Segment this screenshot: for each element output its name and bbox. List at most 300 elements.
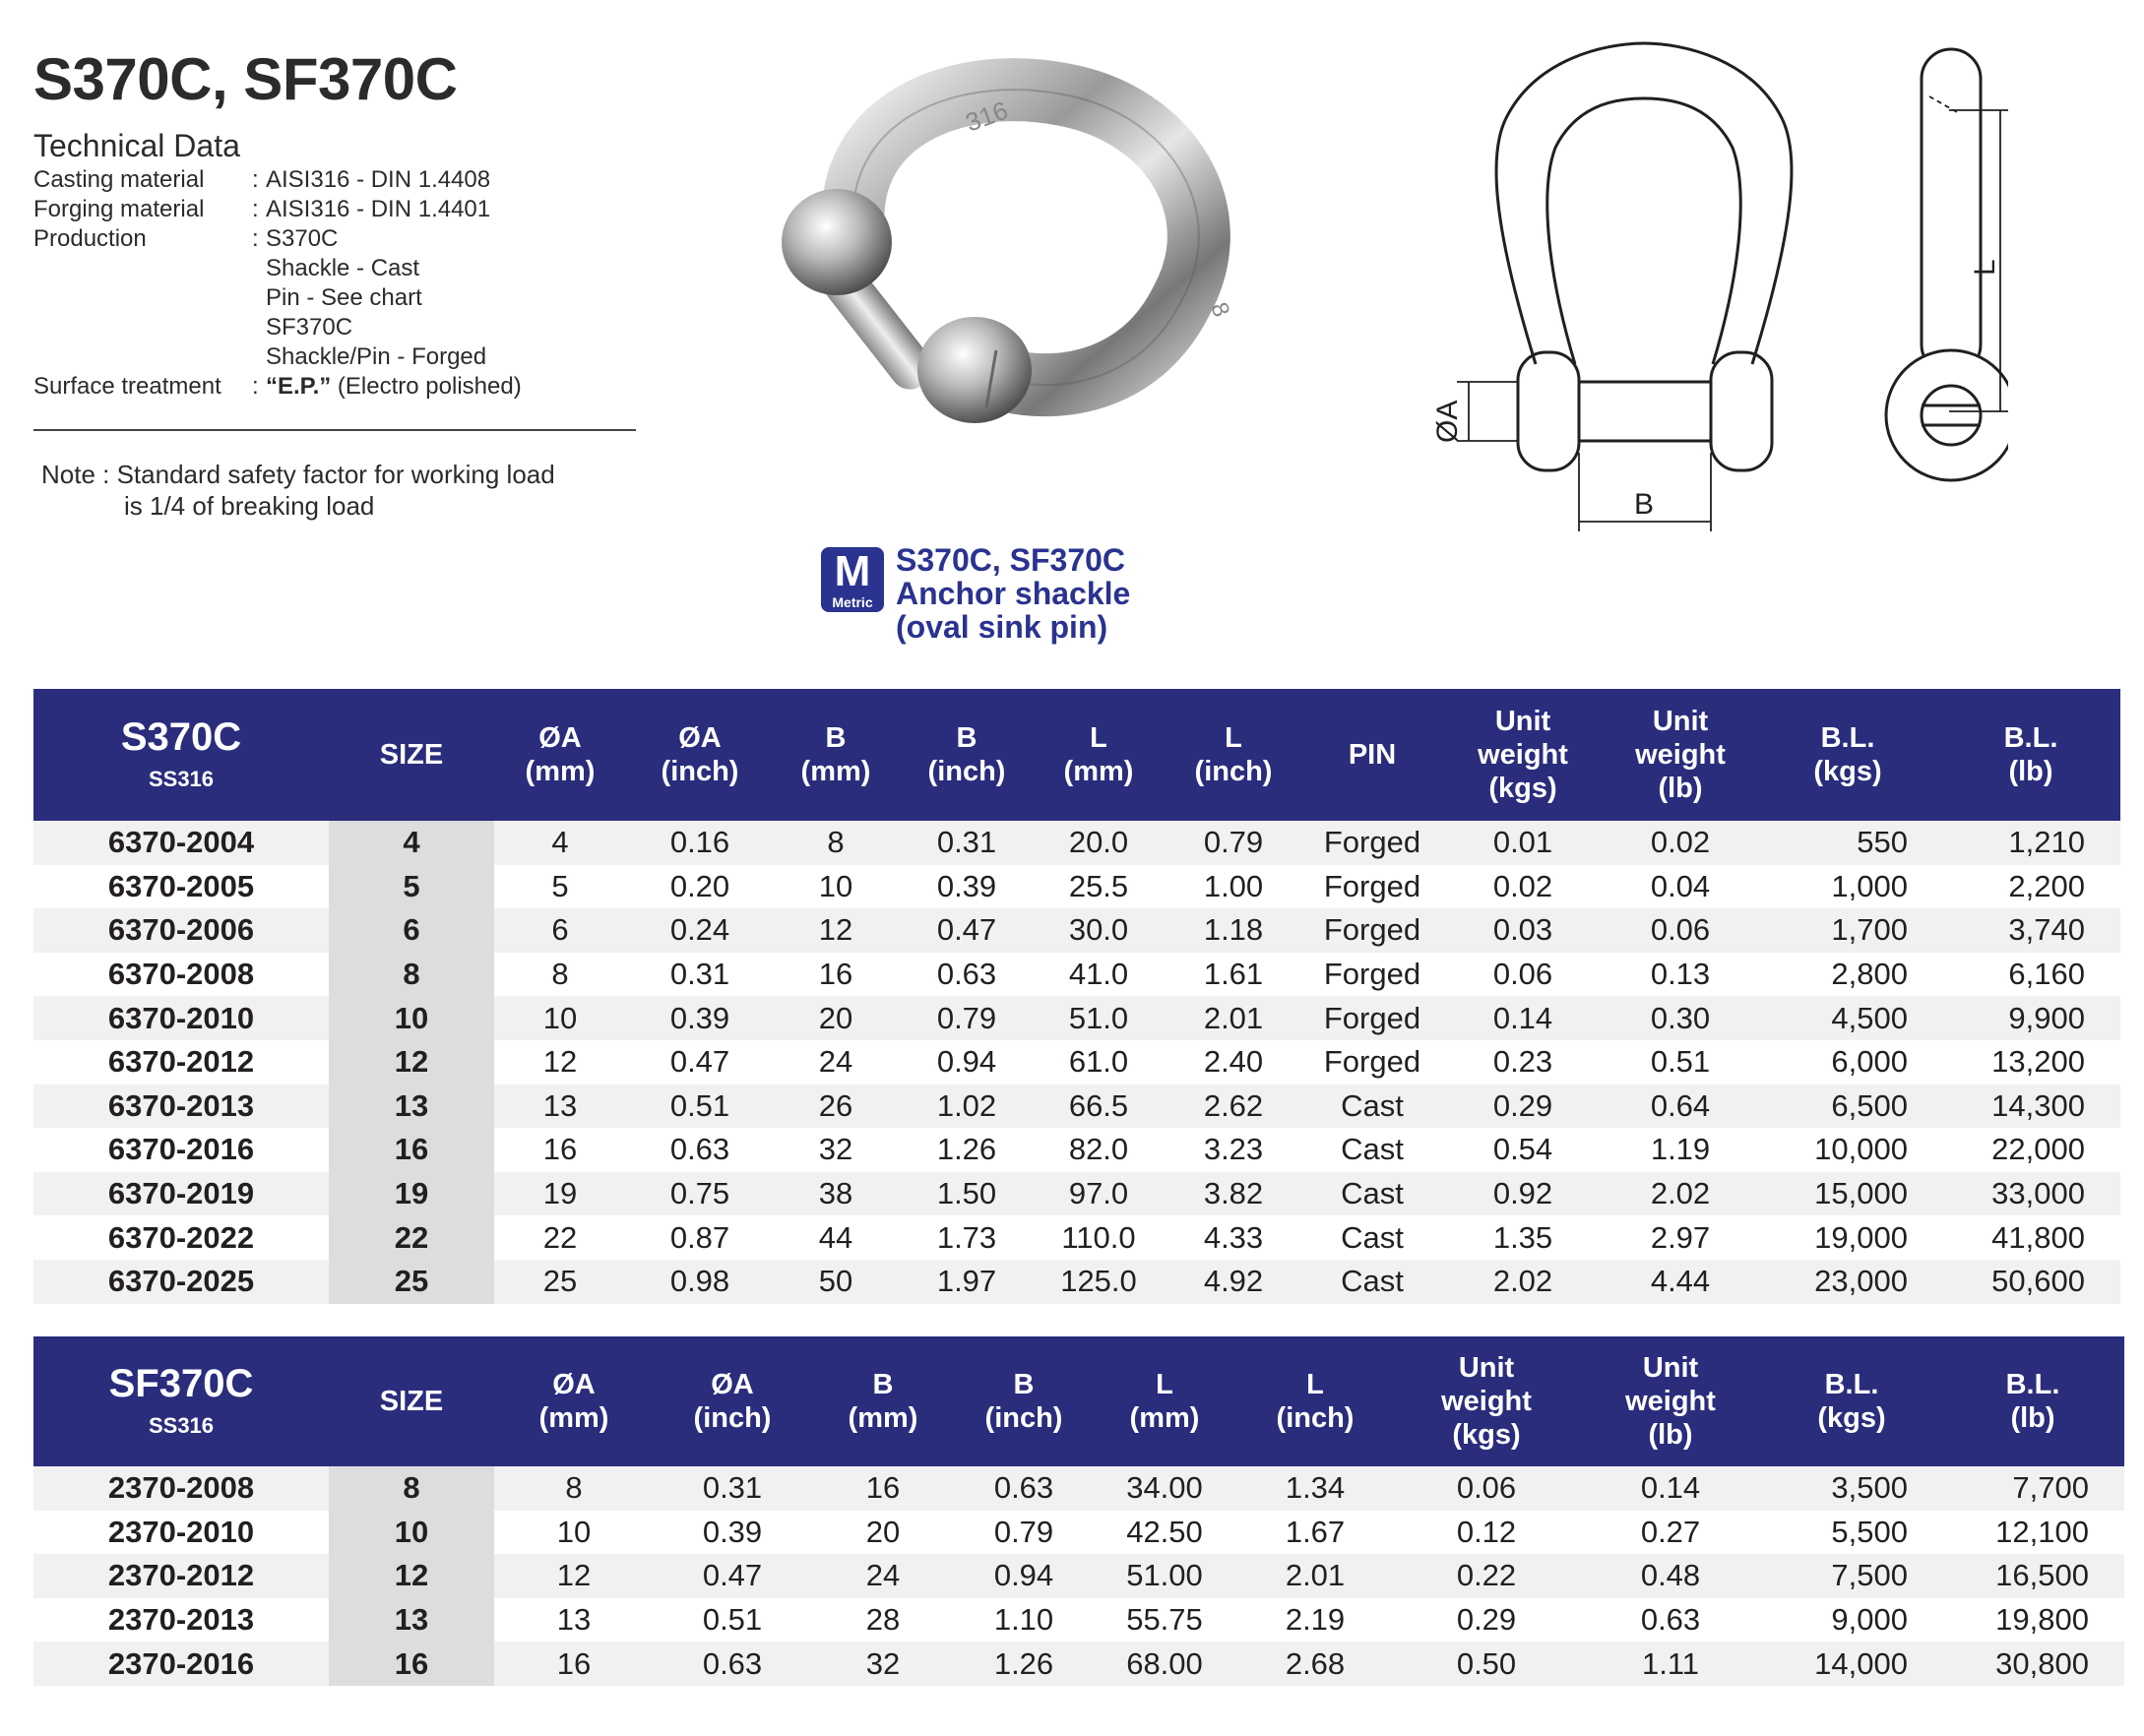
column-header: Unit weight (kgs) xyxy=(1439,689,1607,821)
table-cell: 10 xyxy=(494,996,626,1040)
column-header: B.L. (kgs) xyxy=(1762,1336,1941,1466)
column-header: B (inch) xyxy=(955,1336,1093,1466)
table-cell: 0.29 xyxy=(1439,1085,1607,1129)
table-cell: 0.27 xyxy=(1579,1511,1762,1555)
table-row xyxy=(33,908,2120,953)
engraving-8: 8 xyxy=(1205,298,1235,321)
table-cell: 2.02 xyxy=(1607,1172,1754,1216)
note-line: is 1/4 of breaking load xyxy=(124,491,375,521)
size-cell: 10 xyxy=(329,1511,494,1555)
column-header: PIN xyxy=(1305,689,1439,821)
table-cell: 1.26 xyxy=(898,1128,1036,1172)
pin-eye-right xyxy=(1711,352,1772,470)
table-cell: 10 xyxy=(774,865,898,909)
size-cell: 19 xyxy=(329,1172,494,1216)
model-material: SS316 xyxy=(148,1413,215,1438)
table-cell: 0.22 xyxy=(1394,1554,1579,1598)
spec-row xyxy=(33,283,522,313)
metric-badge-letter: M xyxy=(834,547,871,595)
table-cell: 16 xyxy=(774,953,898,997)
table-cell: 25 xyxy=(494,1260,626,1304)
table-cell: 19 xyxy=(494,1172,626,1216)
table-cell: 4,500 xyxy=(1754,996,1941,1040)
table-cell: 55.75 xyxy=(1093,1598,1236,1643)
spec-row xyxy=(33,313,522,342)
table-cell: 1.61 xyxy=(1162,953,1305,997)
table-cell: 0.23 xyxy=(1439,1040,1607,1085)
table-cell: 9,000 xyxy=(1762,1598,1941,1643)
table-cell: 1.34 xyxy=(1236,1466,1394,1511)
part-number-cell: 6370-2008 xyxy=(33,953,329,997)
table-cell: 20 xyxy=(811,1511,955,1555)
table-cell: 10 xyxy=(494,1511,654,1555)
engraving-316: 316 xyxy=(961,94,1012,138)
table-cell: 1.11 xyxy=(1579,1642,1762,1686)
model-header xyxy=(33,689,329,821)
table-cell: 66.5 xyxy=(1036,1085,1162,1129)
table-cell: 0.16 xyxy=(626,821,774,865)
table-cell: 3,740 xyxy=(1941,908,2120,953)
table-cell: 0.79 xyxy=(955,1511,1093,1555)
table-cell: 19,800 xyxy=(1941,1598,2124,1643)
part-number-cell: 6370-2006 xyxy=(33,908,329,953)
column-header: B.L. (kgs) xyxy=(1754,689,1941,821)
table-cell: 3.82 xyxy=(1162,1172,1305,1216)
model-header xyxy=(33,1336,329,1466)
table-cell: 4 xyxy=(494,821,626,865)
table-cell: 4.33 xyxy=(1162,1215,1305,1260)
table-cell: 30,800 xyxy=(1941,1642,2124,1686)
size-cell: 16 xyxy=(329,1642,494,1686)
pin-head-top xyxy=(782,189,892,295)
table-cell: 3,500 xyxy=(1762,1466,1941,1511)
size-cell: 5 xyxy=(329,865,494,909)
table-cell: Forged xyxy=(1305,996,1439,1040)
table-cell: Cast xyxy=(1305,1215,1439,1260)
column-header: B.L. (lb) xyxy=(1941,1336,2124,1466)
part-number-cell: 6370-2019 xyxy=(33,1172,329,1216)
table-cell: 2.19 xyxy=(1236,1598,1394,1643)
table-cell: 28 xyxy=(811,1598,955,1643)
spec-label: Casting material xyxy=(33,166,205,193)
part-number-cell: 6370-2010 xyxy=(33,996,329,1040)
table-row xyxy=(33,1554,2124,1598)
spec-label: Surface treatment xyxy=(33,373,221,400)
table-cell: 50 xyxy=(774,1260,898,1304)
table-cell: 4.92 xyxy=(1162,1260,1305,1304)
part-number-cell: 6370-2012 xyxy=(33,1040,329,1085)
table-cell: 1.50 xyxy=(898,1172,1036,1216)
column-header: B (inch) xyxy=(898,689,1036,821)
table-cell: 12,100 xyxy=(1941,1511,2124,1555)
bow-inner xyxy=(1547,98,1740,364)
table-cell: 1.02 xyxy=(898,1085,1036,1129)
sf370c-table-body xyxy=(33,1466,2124,1686)
spec-row: Forging material : AISI316 - DIN 1.4401 xyxy=(33,196,491,222)
table-row xyxy=(33,1085,2120,1129)
table-cell: 2,200 xyxy=(1941,865,2120,909)
table-cell: 4.44 xyxy=(1607,1260,1754,1304)
table-cell: 110.0 xyxy=(1036,1215,1162,1260)
table-cell: 0.79 xyxy=(1162,821,1305,865)
column-header: SIZE xyxy=(329,689,494,821)
model-name: S370C xyxy=(120,715,242,759)
table-cell: 0.29 xyxy=(1394,1598,1579,1643)
size-cell: 10 xyxy=(329,996,494,1040)
table-cell: 2.01 xyxy=(1236,1554,1394,1598)
table-cell: 0.31 xyxy=(626,953,774,997)
technical-drawing xyxy=(1398,39,2008,551)
table-cell: 0.87 xyxy=(626,1215,774,1260)
table-cell: 0.20 xyxy=(626,865,774,909)
surface-desc: (Electro polished) xyxy=(331,373,522,400)
table-cell: 13 xyxy=(494,1598,654,1643)
table-cell: 0.64 xyxy=(1607,1085,1754,1129)
table-cell: 0.54 xyxy=(1439,1128,1607,1172)
part-number-cell: 2370-2012 xyxy=(33,1554,329,1598)
part-number-cell: 6370-2004 xyxy=(33,821,329,865)
table-cell: 3.23 xyxy=(1162,1128,1305,1172)
table-cell: 0.31 xyxy=(898,821,1036,865)
s370c-table-body xyxy=(33,821,2120,1304)
table-cell: 0.03 xyxy=(1439,908,1607,953)
table-cell: 13 xyxy=(494,1085,626,1129)
table-cell: 6,000 xyxy=(1754,1040,1941,1085)
table-cell: 8 xyxy=(494,953,626,997)
spec-value: Shackle/Pin - Forged xyxy=(266,343,487,370)
table-cell: 0.51 xyxy=(626,1085,774,1129)
spec-value: AISI316 - DIN 1.4401 xyxy=(266,196,491,222)
part-number-cell: 6370-2013 xyxy=(33,1085,329,1129)
dim-label-l: L xyxy=(1969,259,2001,276)
spec-label xyxy=(33,254,252,283)
part-number-cell: 6370-2022 xyxy=(33,1215,329,1260)
table-row xyxy=(33,1260,2120,1304)
size-cell: 13 xyxy=(329,1598,494,1643)
table-row xyxy=(33,865,2120,909)
table-row xyxy=(33,953,2120,997)
table-cell: 15,000 xyxy=(1754,1172,1941,1216)
table-cell: 1.00 xyxy=(1162,865,1305,909)
table-cell: 0.14 xyxy=(1579,1466,1762,1511)
product-caption xyxy=(896,543,1130,644)
column-header: ØA (mm) xyxy=(494,689,626,821)
spec-label xyxy=(33,283,252,313)
caption-line: Anchor shackle xyxy=(896,576,1131,611)
bow-outer xyxy=(1496,43,1792,364)
table-cell: 61.0 xyxy=(1036,1040,1162,1085)
table-cell: 42.50 xyxy=(1093,1511,1236,1555)
table-cell: 1.18 xyxy=(1162,908,1305,953)
spec-row xyxy=(33,342,522,372)
size-cell: 22 xyxy=(329,1215,494,1260)
table-row xyxy=(33,1172,2120,1216)
size-cell: 13 xyxy=(329,1085,494,1129)
table-row xyxy=(33,1215,2120,1260)
size-cell: 6 xyxy=(329,908,494,953)
table-cell: 1.19 xyxy=(1607,1128,1754,1172)
table-cell: 8 xyxy=(494,1466,654,1511)
divider xyxy=(33,429,636,431)
table-row xyxy=(33,1642,2124,1686)
table-cell: 8 xyxy=(774,821,898,865)
table-cell: Cast xyxy=(1305,1172,1439,1216)
table-cell: 82.0 xyxy=(1036,1128,1162,1172)
table-cell: 7,700 xyxy=(1941,1466,2124,1511)
table-cell: 30.0 xyxy=(1036,908,1162,953)
sf370c-spec-table xyxy=(33,1336,2124,1686)
metric-badge-label: Metric xyxy=(832,594,873,610)
table-cell: 1.73 xyxy=(898,1215,1036,1260)
table-cell: 2.01 xyxy=(1162,996,1305,1040)
table-cell: 34.00 xyxy=(1093,1466,1236,1511)
table-cell: 16,500 xyxy=(1941,1554,2124,1598)
table-cell: 0.98 xyxy=(626,1260,774,1304)
spec-value: Shackle - Cast xyxy=(266,255,420,281)
table-cell: Forged xyxy=(1305,821,1439,865)
table-cell: 16 xyxy=(811,1466,955,1511)
pin-eye-left xyxy=(1518,352,1579,470)
table-cell: 97.0 xyxy=(1036,1172,1162,1216)
size-cell: 25 xyxy=(329,1260,494,1304)
table-cell: 23,000 xyxy=(1754,1260,1941,1304)
shackle-photo xyxy=(768,55,1299,508)
table-cell: 16 xyxy=(494,1128,626,1172)
table-cell: 0.31 xyxy=(654,1466,811,1511)
table-cell: 7,500 xyxy=(1762,1554,1941,1598)
part-number-cell: 6370-2016 xyxy=(33,1128,329,1172)
table-cell: 0.30 xyxy=(1607,996,1754,1040)
column-header: L (mm) xyxy=(1036,689,1162,821)
column-header: B (mm) xyxy=(811,1336,955,1466)
table-cell: 0.06 xyxy=(1439,953,1607,997)
table-cell: 33,000 xyxy=(1941,1172,2120,1216)
size-cell: 8 xyxy=(329,1466,494,1511)
table-cell: 1,000 xyxy=(1754,865,1941,909)
table-header-row xyxy=(33,689,2120,821)
table-cell: 0.92 xyxy=(1439,1172,1607,1216)
table-cell: Forged xyxy=(1305,865,1439,909)
column-header: B.L. (lb) xyxy=(1941,689,2120,821)
spec-label xyxy=(33,313,252,342)
table-cell: 125.0 xyxy=(1036,1260,1162,1304)
table-cell: 12 xyxy=(774,908,898,953)
column-header: ØA (mm) xyxy=(494,1336,654,1466)
table-cell: 41,800 xyxy=(1941,1215,2120,1260)
table-cell: 0.48 xyxy=(1579,1554,1762,1598)
technical-data-heading: Technical Data xyxy=(33,128,240,163)
table-row xyxy=(33,1598,2124,1643)
table-cell: 51.00 xyxy=(1093,1554,1236,1598)
table-cell: 1.35 xyxy=(1439,1215,1607,1260)
table-cell: Cast xyxy=(1305,1260,1439,1304)
table-cell: Cast xyxy=(1305,1128,1439,1172)
table-cell: Forged xyxy=(1305,1040,1439,1085)
table-cell: 0.63 xyxy=(654,1642,811,1686)
table-cell: 6 xyxy=(494,908,626,953)
table-cell: 51.0 xyxy=(1036,996,1162,1040)
column-header: L (mm) xyxy=(1093,1336,1236,1466)
table-cell: 0.47 xyxy=(626,1040,774,1085)
size-cell: 4 xyxy=(329,821,494,865)
column-header: ØA (inch) xyxy=(626,689,774,821)
table-cell: 2.62 xyxy=(1162,1085,1305,1129)
table-cell: 0.47 xyxy=(654,1554,811,1598)
table-cell: 0.63 xyxy=(898,953,1036,997)
spec-value xyxy=(266,372,522,402)
spec-row: Production : S370C xyxy=(33,225,339,252)
table-cell: 0.02 xyxy=(1439,865,1607,909)
dim-label-b: B xyxy=(1634,488,1655,521)
note-line: Note : Standard safety factor for working load xyxy=(41,460,555,489)
table-cell: 26 xyxy=(774,1085,898,1129)
spec-row-surface: Surface treatment : “E.P.” (Electro polished) xyxy=(33,373,522,400)
table-cell: 0.06 xyxy=(1394,1466,1579,1511)
table-cell: 2.97 xyxy=(1607,1215,1754,1260)
page-title: S370C, SF370C xyxy=(33,46,458,112)
column-header: Unit weight (lb) xyxy=(1607,689,1754,821)
table-cell: 0.39 xyxy=(654,1511,811,1555)
table-cell: 0.06 xyxy=(1607,908,1754,953)
table-cell: 0.94 xyxy=(955,1554,1093,1598)
table-cell: 0.94 xyxy=(898,1040,1036,1085)
column-header: L (inch) xyxy=(1162,689,1305,821)
table-cell: 32 xyxy=(774,1128,898,1172)
model-name: SF370C xyxy=(108,1362,254,1405)
table-row xyxy=(33,1128,2120,1172)
table-cell: 0.51 xyxy=(654,1598,811,1643)
table-cell: 1,210 xyxy=(1941,821,2120,865)
caption-line: S370C, SF370C xyxy=(896,542,1126,578)
table-cell: 0.12 xyxy=(1394,1511,1579,1555)
table-cell: 0.63 xyxy=(626,1128,774,1172)
table-cell: 25.5 xyxy=(1036,865,1162,909)
spec-row: Casting material : AISI316 - DIN 1.4408 xyxy=(33,166,491,193)
table-cell: 0.14 xyxy=(1439,996,1607,1040)
size-cell: 16 xyxy=(329,1128,494,1172)
spec-label xyxy=(33,342,252,372)
table-cell: 0.39 xyxy=(626,996,774,1040)
table-cell: 0.02 xyxy=(1607,821,1754,865)
table-cell: 1.67 xyxy=(1236,1511,1394,1555)
table-cell: 13,200 xyxy=(1941,1040,2120,1085)
table-cell: 20.0 xyxy=(1036,821,1162,865)
table-cell: 5 xyxy=(494,865,626,909)
table-cell: 0.51 xyxy=(1607,1040,1754,1085)
table-cell: 2.68 xyxy=(1236,1642,1394,1686)
part-number-cell: 2370-2013 xyxy=(33,1598,329,1643)
table-cell: 0.79 xyxy=(898,996,1036,1040)
part-number-cell: 2370-2010 xyxy=(33,1511,329,1555)
size-cell: 8 xyxy=(329,953,494,997)
table-cell: 2.40 xyxy=(1162,1040,1305,1085)
spec-value: SF370C xyxy=(266,314,353,341)
surface-code: “E.P.” xyxy=(266,373,332,400)
table-cell: 0.24 xyxy=(626,908,774,953)
part-number-cell: 6370-2025 xyxy=(33,1260,329,1304)
table-cell: 41.0 xyxy=(1036,953,1162,997)
size-cell: 12 xyxy=(329,1554,494,1598)
column-header: ØA (inch) xyxy=(654,1336,811,1466)
table-cell: 20 xyxy=(774,996,898,1040)
table-cell: 68.00 xyxy=(1093,1642,1236,1686)
table-cell: 50,600 xyxy=(1941,1260,2120,1304)
table-cell: 14,000 xyxy=(1762,1642,1941,1686)
table-cell: 2.02 xyxy=(1439,1260,1607,1304)
safety-note xyxy=(41,459,555,522)
spec-value: S370C xyxy=(266,225,339,252)
table-cell: 12 xyxy=(494,1554,654,1598)
table-cell: 0.63 xyxy=(955,1466,1093,1511)
table-cell: Forged xyxy=(1305,908,1439,953)
table-cell: 24 xyxy=(811,1554,955,1598)
table-cell: 12 xyxy=(494,1040,626,1085)
table-row xyxy=(33,1466,2124,1511)
caption-line: (oval sink pin) xyxy=(896,609,1108,645)
table-cell: 16 xyxy=(494,1642,654,1686)
spec-value: AISI316 - DIN 1.4408 xyxy=(266,166,491,193)
column-header: Unit weight (kgs) xyxy=(1394,1336,1579,1466)
table-cell: 24 xyxy=(774,1040,898,1085)
table-row xyxy=(33,1040,2120,1085)
model-material: SS316 xyxy=(148,767,215,791)
side-view-eye xyxy=(1886,350,2008,480)
size-cell: 12 xyxy=(329,1040,494,1085)
table-cell: 10,000 xyxy=(1754,1128,1941,1172)
table-cell: 6,160 xyxy=(1941,953,2120,997)
table-cell: 38 xyxy=(774,1172,898,1216)
spec-row xyxy=(33,254,522,283)
pin-body xyxy=(1579,382,1711,441)
table-cell: 9,900 xyxy=(1941,996,2120,1040)
pin-head-bottom xyxy=(917,317,1032,423)
part-number-cell: 2370-2016 xyxy=(33,1642,329,1686)
table-cell: 0.39 xyxy=(898,865,1036,909)
technical-spec-list xyxy=(33,165,522,402)
table-cell: 22,000 xyxy=(1941,1128,2120,1172)
spec-label: Forging material xyxy=(33,196,205,222)
table-cell: 5,500 xyxy=(1762,1511,1941,1555)
table-cell: 19,000 xyxy=(1754,1215,1941,1260)
table-cell: 44 xyxy=(774,1215,898,1260)
table-cell: 0.63 xyxy=(1579,1598,1762,1643)
table-cell: 0.50 xyxy=(1394,1642,1579,1686)
table-cell: Cast xyxy=(1305,1085,1439,1129)
column-header: SIZE xyxy=(329,1336,494,1466)
column-header: B (mm) xyxy=(774,689,898,821)
table-header-row xyxy=(33,1336,2124,1466)
metric-badge xyxy=(821,547,884,612)
table-row xyxy=(33,1511,2124,1555)
table-cell: 0.75 xyxy=(626,1172,774,1216)
table-cell: 1.10 xyxy=(955,1598,1093,1643)
table-cell: Forged xyxy=(1305,953,1439,997)
part-number-cell: 6370-2005 xyxy=(33,865,329,909)
table-cell: 22 xyxy=(494,1215,626,1260)
spec-value: Pin - See chart xyxy=(266,284,422,311)
table-cell: 0.04 xyxy=(1607,865,1754,909)
table-cell: 6,500 xyxy=(1754,1085,1941,1129)
table-cell: 550 xyxy=(1754,821,1941,865)
table-cell: 1.26 xyxy=(955,1642,1093,1686)
table-cell: 0.47 xyxy=(898,908,1036,953)
table-cell: 0.01 xyxy=(1439,821,1607,865)
dim-label-a: ØA xyxy=(1431,400,1464,443)
table-row xyxy=(33,996,2120,1040)
spec-label: Production xyxy=(33,225,147,252)
table-cell: 14,300 xyxy=(1941,1085,2120,1129)
table-row xyxy=(33,821,2120,865)
